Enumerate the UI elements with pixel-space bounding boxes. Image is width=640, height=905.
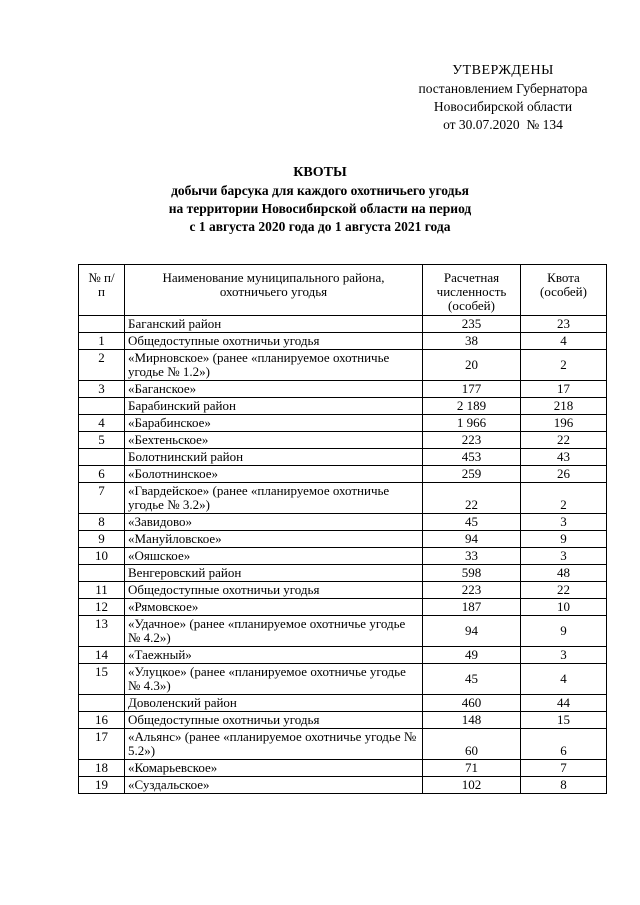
row-quota: 22 <box>521 582 607 599</box>
row-population: 94 <box>423 616 521 647</box>
row-name: Болотнинский район <box>125 449 423 466</box>
table-row <box>79 514 607 531</box>
header-num: № п/п <box>79 265 125 316</box>
approval-line: Новосибирской области <box>433 99 573 114</box>
row-population: 177 <box>423 381 521 398</box>
header-name: Наименование муниципального района, охотничьего угодья <box>125 265 423 316</box>
row-population: 223 <box>423 582 521 599</box>
row-population: 94 <box>423 531 521 548</box>
row-name: Баганский район <box>125 316 423 333</box>
row-number: 6 <box>79 466 125 483</box>
table-header-row <box>79 265 607 316</box>
row-population: 453 <box>423 449 521 466</box>
row-name: Доволенский район <box>125 695 423 712</box>
row-population: 187 <box>423 599 521 616</box>
row-number: 8 <box>79 514 125 531</box>
table-row <box>79 760 607 777</box>
quotas-table <box>78 264 607 794</box>
table-row <box>79 398 607 415</box>
row-name: «Ояшское» <box>125 548 423 565</box>
row-name: «Альянс» (ранее «планируемое охотничье угодье № 5.2») <box>125 729 423 760</box>
table-row <box>79 333 607 350</box>
row-quota: 26 <box>521 466 607 483</box>
table-row <box>79 381 607 398</box>
row-number: 17 <box>79 729 125 760</box>
row-name: Общедоступные охотничьи угодья <box>125 333 423 350</box>
document-title <box>40 164 600 236</box>
row-population: 102 <box>423 777 521 794</box>
row-quota: 44 <box>521 695 607 712</box>
row-quota: 4 <box>521 333 607 350</box>
row-quota: 23 <box>521 316 607 333</box>
header-population: Расчетная численность (особей) <box>423 265 521 316</box>
row-population: 20 <box>423 350 521 381</box>
row-quota: 48 <box>521 565 607 582</box>
row-quota: 7 <box>521 760 607 777</box>
approval-date: от 30.07.2020 № 134 <box>443 117 563 132</box>
row-number: 5 <box>79 432 125 449</box>
row-population: 259 <box>423 466 521 483</box>
row-number: 14 <box>79 647 125 664</box>
table-row <box>79 599 607 616</box>
row-name: «Завидово» <box>125 514 423 531</box>
title-heading: КВОТЫ <box>293 165 347 180</box>
row-name: «Рямовское» <box>125 599 423 616</box>
row-number <box>79 695 125 712</box>
row-number: 11 <box>79 582 125 599</box>
table-row <box>79 695 607 712</box>
row-quota: 17 <box>521 381 607 398</box>
table-row <box>79 729 607 760</box>
row-quota: 3 <box>521 647 607 664</box>
row-population: 49 <box>423 647 521 664</box>
approval-line: постановлением Губернатора <box>418 81 588 96</box>
row-name: «Мирновское» (ранее «планируемое охотничье угодье № 1.2») <box>125 350 423 381</box>
row-number: 16 <box>79 712 125 729</box>
row-name: Общедоступные охотничьи угодья <box>125 582 423 599</box>
row-quota: 10 <box>521 599 607 616</box>
row-number <box>79 398 125 415</box>
row-name: Венгеровский район <box>125 565 423 582</box>
table-row <box>79 531 607 548</box>
row-name: Общедоступные охотничьи угодья <box>125 712 423 729</box>
row-quota: 196 <box>521 415 607 432</box>
row-quota: 3 <box>521 514 607 531</box>
row-quota: 9 <box>521 531 607 548</box>
table-row <box>79 565 607 582</box>
row-population: 598 <box>423 565 521 582</box>
table-row <box>79 432 607 449</box>
row-name: «Таежный» <box>125 647 423 664</box>
row-quota: 15 <box>521 712 607 729</box>
title-line: с 1 августа 2020 года до 1 августа 2021 года <box>189 219 451 234</box>
row-number: 15 <box>79 664 125 695</box>
row-population: 45 <box>423 514 521 531</box>
header-quota: Квота (особей) <box>521 265 607 316</box>
row-number: 18 <box>79 760 125 777</box>
row-name: Барабинский район <box>125 398 423 415</box>
row-quota: 218 <box>521 398 607 415</box>
row-population: 1 966 <box>423 415 521 432</box>
table-row <box>79 712 607 729</box>
row-population: 223 <box>423 432 521 449</box>
row-quota: 4 <box>521 664 607 695</box>
table-row <box>79 582 607 599</box>
row-number: 7 <box>79 483 125 514</box>
row-number: 13 <box>79 616 125 647</box>
row-number: 12 <box>79 599 125 616</box>
row-number: 9 <box>79 531 125 548</box>
row-name: «Удачное» (ранее «планируемое охотничье угодье № 4.2») <box>125 616 423 647</box>
table-row <box>79 616 607 647</box>
table-row <box>79 483 607 514</box>
row-name: «Бехтеньское» <box>125 432 423 449</box>
row-name: «Мануйловское» <box>125 531 423 548</box>
row-population: 235 <box>423 316 521 333</box>
approval-heading: УТВЕРЖДЕНЫ <box>452 63 554 78</box>
table-row <box>79 466 607 483</box>
row-quota: 22 <box>521 432 607 449</box>
row-number: 4 <box>79 415 125 432</box>
row-quota: 9 <box>521 616 607 647</box>
row-name: «Гвардейское» (ранее «планируемое охотничье угодье № 3.2») <box>125 483 423 514</box>
row-name: «Болотнинское» <box>125 466 423 483</box>
row-population: 71 <box>423 760 521 777</box>
title-line: на территории Новосибирской области на период <box>168 201 472 216</box>
table-row <box>79 548 607 565</box>
row-population: 33 <box>423 548 521 565</box>
table-row <box>79 316 607 333</box>
row-quota: 2 <box>521 350 607 381</box>
table-row <box>79 415 607 432</box>
row-number: 19 <box>79 777 125 794</box>
row-population: 148 <box>423 712 521 729</box>
table-row <box>79 647 607 664</box>
table-row <box>79 664 607 695</box>
row-number <box>79 449 125 466</box>
row-number: 2 <box>79 350 125 381</box>
table-row <box>79 350 607 381</box>
row-quota: 8 <box>521 777 607 794</box>
row-name: «Баганское» <box>125 381 423 398</box>
row-population: 460 <box>423 695 521 712</box>
row-number: 10 <box>79 548 125 565</box>
table-row <box>79 449 607 466</box>
row-number: 1 <box>79 333 125 350</box>
row-quota: 43 <box>521 449 607 466</box>
row-population: 22 <box>423 483 521 514</box>
row-name: «Комарьевское» <box>125 760 423 777</box>
row-name: «Улуцкое» (ранее «планируемое охотничье угодье № 4.3») <box>125 664 423 695</box>
approval-stamp-block <box>400 62 606 134</box>
row-name: «Суздальское» <box>125 777 423 794</box>
row-population: 38 <box>423 333 521 350</box>
row-quota: 6 <box>521 729 607 760</box>
title-line: добычи барсука для каждого охотничьего угодья <box>171 183 469 198</box>
row-number <box>79 316 125 333</box>
row-name: «Барабинское» <box>125 415 423 432</box>
row-population: 60 <box>423 729 521 760</box>
row-quota: 2 <box>521 483 607 514</box>
row-quota: 3 <box>521 548 607 565</box>
row-number <box>79 565 125 582</box>
table-row <box>79 777 607 794</box>
row-population: 45 <box>423 664 521 695</box>
row-population: 2 189 <box>423 398 521 415</box>
row-number: 3 <box>79 381 125 398</box>
